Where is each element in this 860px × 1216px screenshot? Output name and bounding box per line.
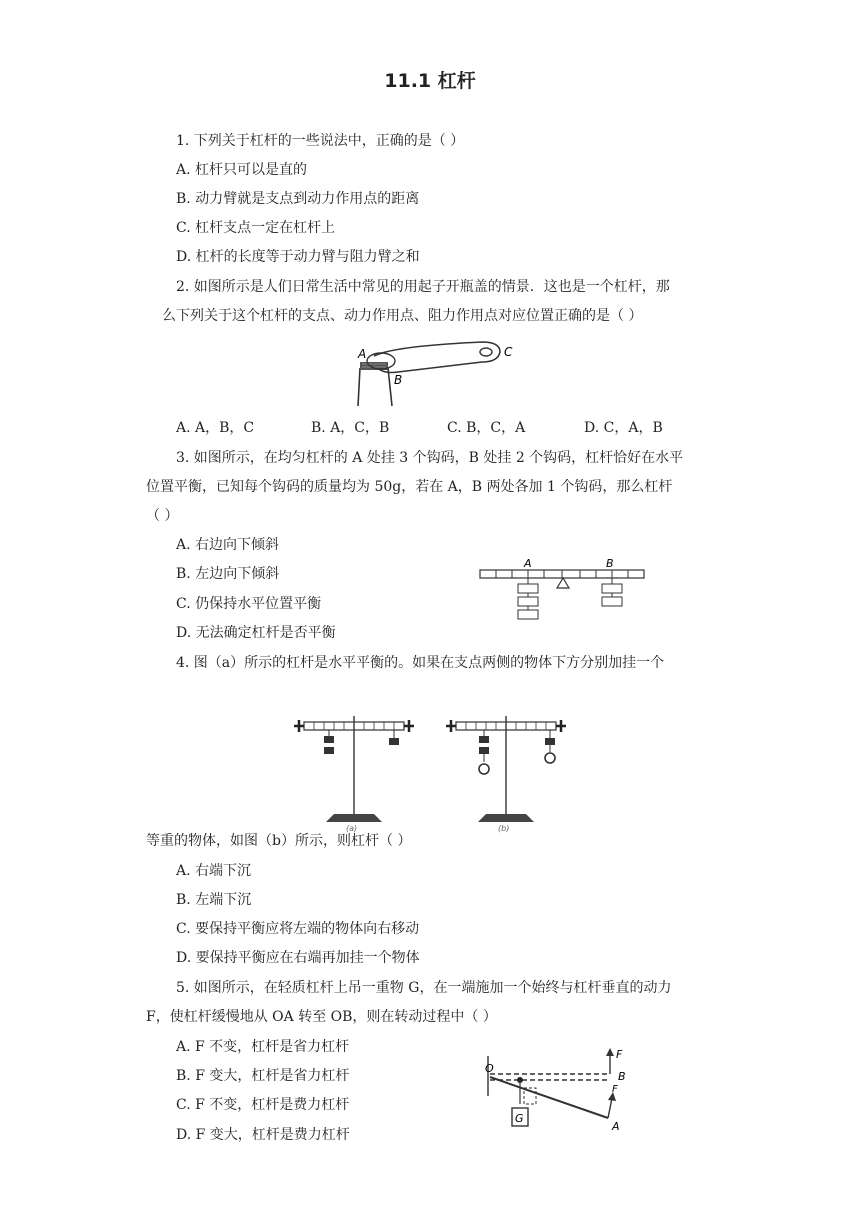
hook-weight [518, 597, 538, 606]
lever-position-oa [490, 1077, 608, 1118]
bottle-opener-figure [354, 336, 514, 408]
fig-label-b: B [618, 1070, 626, 1083]
plus-icon [294, 720, 304, 732]
q3-stem-line2: 位置平衡，已知每个钩码的质量均为 50g，若在 A，B 两处各加 1 个钩码，那么杠杆 [146, 479, 673, 495]
q3-stem-line3: （ ） [146, 508, 179, 524]
q5-option-a: A. F 不变，杠杆是省力杠杆 [176, 1039, 350, 1055]
q4-option-d: D. 要保持平衡应在右端再加挂一个物体 [176, 950, 420, 966]
q4-option-a: A. 右端下沉 [176, 863, 252, 879]
q2-option-d: D. C，A，B [584, 420, 663, 436]
q1-option-b: B. 动力臂就是支点到动力作用点的距离 [176, 191, 420, 207]
fulcrum [557, 578, 569, 588]
q5-stem-line2: F，使杠杆缓慢地从 OA 转至 OB，则在转动过程中（ ） [146, 1009, 497, 1025]
q5-option-c: C. F 不变，杠杆是费力杠杆 [176, 1097, 350, 1113]
q4-stem-line1: 4. 图（a）所示的杠杆是水平平衡的。如果在支点两侧的物体下方分别加挂一个 [176, 655, 665, 671]
balance-figure-b [446, 714, 570, 832]
q2-stem-line1: 2. 如图所示是人们日常生活中常见的用起子开瓶盖的情景．这也是一个杠杆，那 [176, 279, 670, 295]
plus-icon [556, 720, 566, 732]
q1-option-d: D. 杠杆的长度等于动力臂与阻力臂之和 [176, 249, 420, 265]
rotating-lever-figure [480, 1046, 640, 1132]
q4-option-c: C. 要保持平衡应将左端的物体向右移动 [176, 921, 420, 937]
figure-a-label: (a) [346, 824, 358, 833]
q4-stem-line2: 等重的物体，如图（b）所示，则杠杆（ ） [146, 833, 412, 849]
force-arrow [606, 1048, 614, 1056]
page-title: 11.1 杠杆 [384, 70, 476, 92]
fig-label-b: B [394, 373, 403, 387]
q3-option-d: D. 无法确定杠杆是否平衡 [176, 625, 336, 641]
q4-option-b: B. 左端下沉 [176, 892, 252, 908]
q2-stem-line2: 么下列关于这个杠杆的支点、动力作用点、阻力作用点对应位置正确的是（ ） [162, 308, 643, 324]
hook-weight [518, 610, 538, 619]
fig-label-a: A [358, 347, 367, 361]
q1-option-a: A. 杠杆只可以是直的 [176, 162, 308, 178]
q3-stem-line1: 3. 如图所示，在均匀杠杆的 A 处挂 3 个钩码，B 处挂 2 个钩码，杠杆恰好在水平 [176, 450, 684, 466]
q5-option-d: D. F 变大，杠杆是费力杠杆 [176, 1127, 350, 1143]
q1-option-c: C. 杠杆支点一定在杠杆上 [176, 220, 336, 236]
fig-label-g: G [515, 1112, 524, 1125]
fig-label-c: C [504, 345, 513, 359]
q3-option-c: C. 仍保持水平位置平衡 [176, 596, 322, 612]
q5-stem-line1: 5. 如图所示，在轻质杠杆上吊一重物 G，在一端施加一个始终与杠杆垂直的动力 [176, 980, 672, 996]
lever-hooks-figure [478, 556, 648, 630]
plus-icon [404, 720, 414, 732]
hook-weight [602, 584, 622, 593]
q2-option-c: C. B，C，A [447, 420, 526, 436]
q3-option-b: B. 左边向下倾斜 [176, 566, 280, 582]
balance-figure-a [294, 714, 414, 832]
plus-icon [446, 720, 456, 732]
fig-label-a: A [612, 1120, 620, 1133]
q2-option-a: A. A，B，C [176, 420, 255, 436]
q5-option-b: B. F 变大，杠杆是省力杠杆 [176, 1068, 350, 1084]
hook-weight [518, 584, 538, 593]
q1-stem: 1. 下列关于杠杆的一些说法中，正确的是（ ） [176, 133, 465, 149]
q3-option-a: A. 右边向下倾斜 [176, 537, 280, 553]
fig-label-b: B [606, 557, 614, 570]
q2-option-b: B. A，C，B [311, 420, 390, 436]
fig-label-f-top: F [616, 1048, 623, 1061]
fig-label-o: O [485, 1062, 494, 1075]
figure-b-label: (b) [498, 824, 510, 833]
hook-weight [602, 597, 622, 606]
fig-label-f-bottom: F [612, 1084, 618, 1095]
fig-label-a: A [524, 557, 532, 570]
